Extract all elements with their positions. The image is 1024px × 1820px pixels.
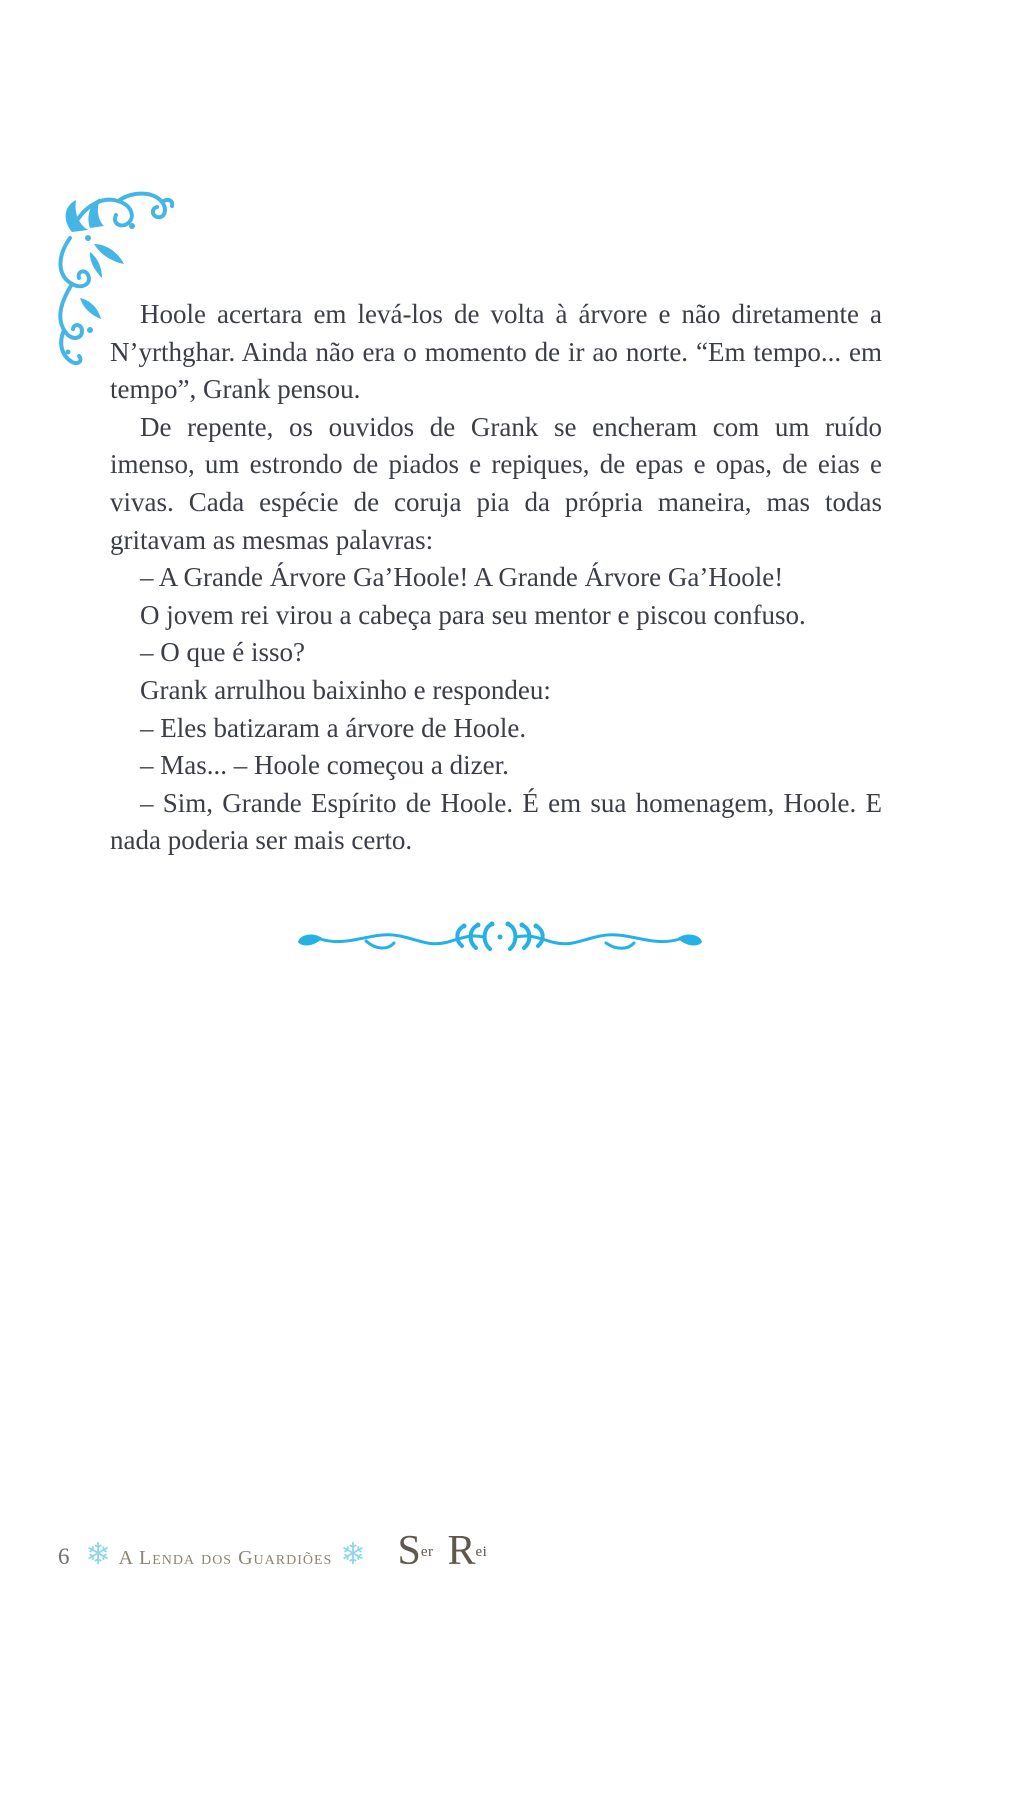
snowflake-icon: ❄	[85, 1537, 111, 1572]
chapter-title-small-letters: ei	[475, 1544, 488, 1560]
paragraph: – A Grande Árvore Ga’Hoole! A Grande Árvore Ga’Hoole!	[140, 562, 784, 593]
body-text-block	[110, 296, 882, 860]
series-title: A Lenda dos Guardiões	[118, 1547, 333, 1569]
page-number: 6	[58, 1544, 70, 1569]
paragraph: Grank arrulhou baixinho e respondeu:	[140, 674, 551, 705]
snowflake-icon: ❄	[340, 1537, 366, 1572]
paragraph: – Mas... – Hoole começou a dizer.	[140, 750, 509, 781]
chapter-title-initial: S	[397, 1528, 421, 1574]
chapter-title-small-letters: er	[420, 1544, 434, 1560]
chapter-title-word	[447, 1530, 487, 1572]
paragraph: O jovem rei virou a cabeça para seu mentor e piscou confuso.	[140, 599, 806, 630]
chapter-title-initial: R	[447, 1528, 476, 1574]
paragraph: Hoole acertara em levá-los de volta à árvore e não diretamente a N’yrthghar. Ainda não era o momento de ir ao norte. “Em tempo... em tempo”, Grank pensou.	[110, 299, 882, 405]
chapter-title	[397, 1530, 501, 1572]
paragraph: – Eles batizaram a árvore de Hoole.	[140, 712, 527, 743]
paragraph: – Sim, Grande Espírito de Hoole. É em sua homenagem, Hoole. E nada poderia ser mais certo.	[110, 787, 882, 856]
chapter-title-word	[397, 1530, 433, 1572]
paragraph: De repente, os ouvidos de Grank se encheram com um ruído imenso, um estrondo de piados e repiques, de epas e opas, de eias e vivas. Cada espécie de coruja pia da própria maneira, mas todas gritavam as mesmas palavras:	[110, 411, 882, 555]
paragraph: – O que é isso?	[140, 637, 305, 668]
page-footer	[58, 1530, 501, 1582]
divider-flourish-icon	[292, 912, 708, 960]
